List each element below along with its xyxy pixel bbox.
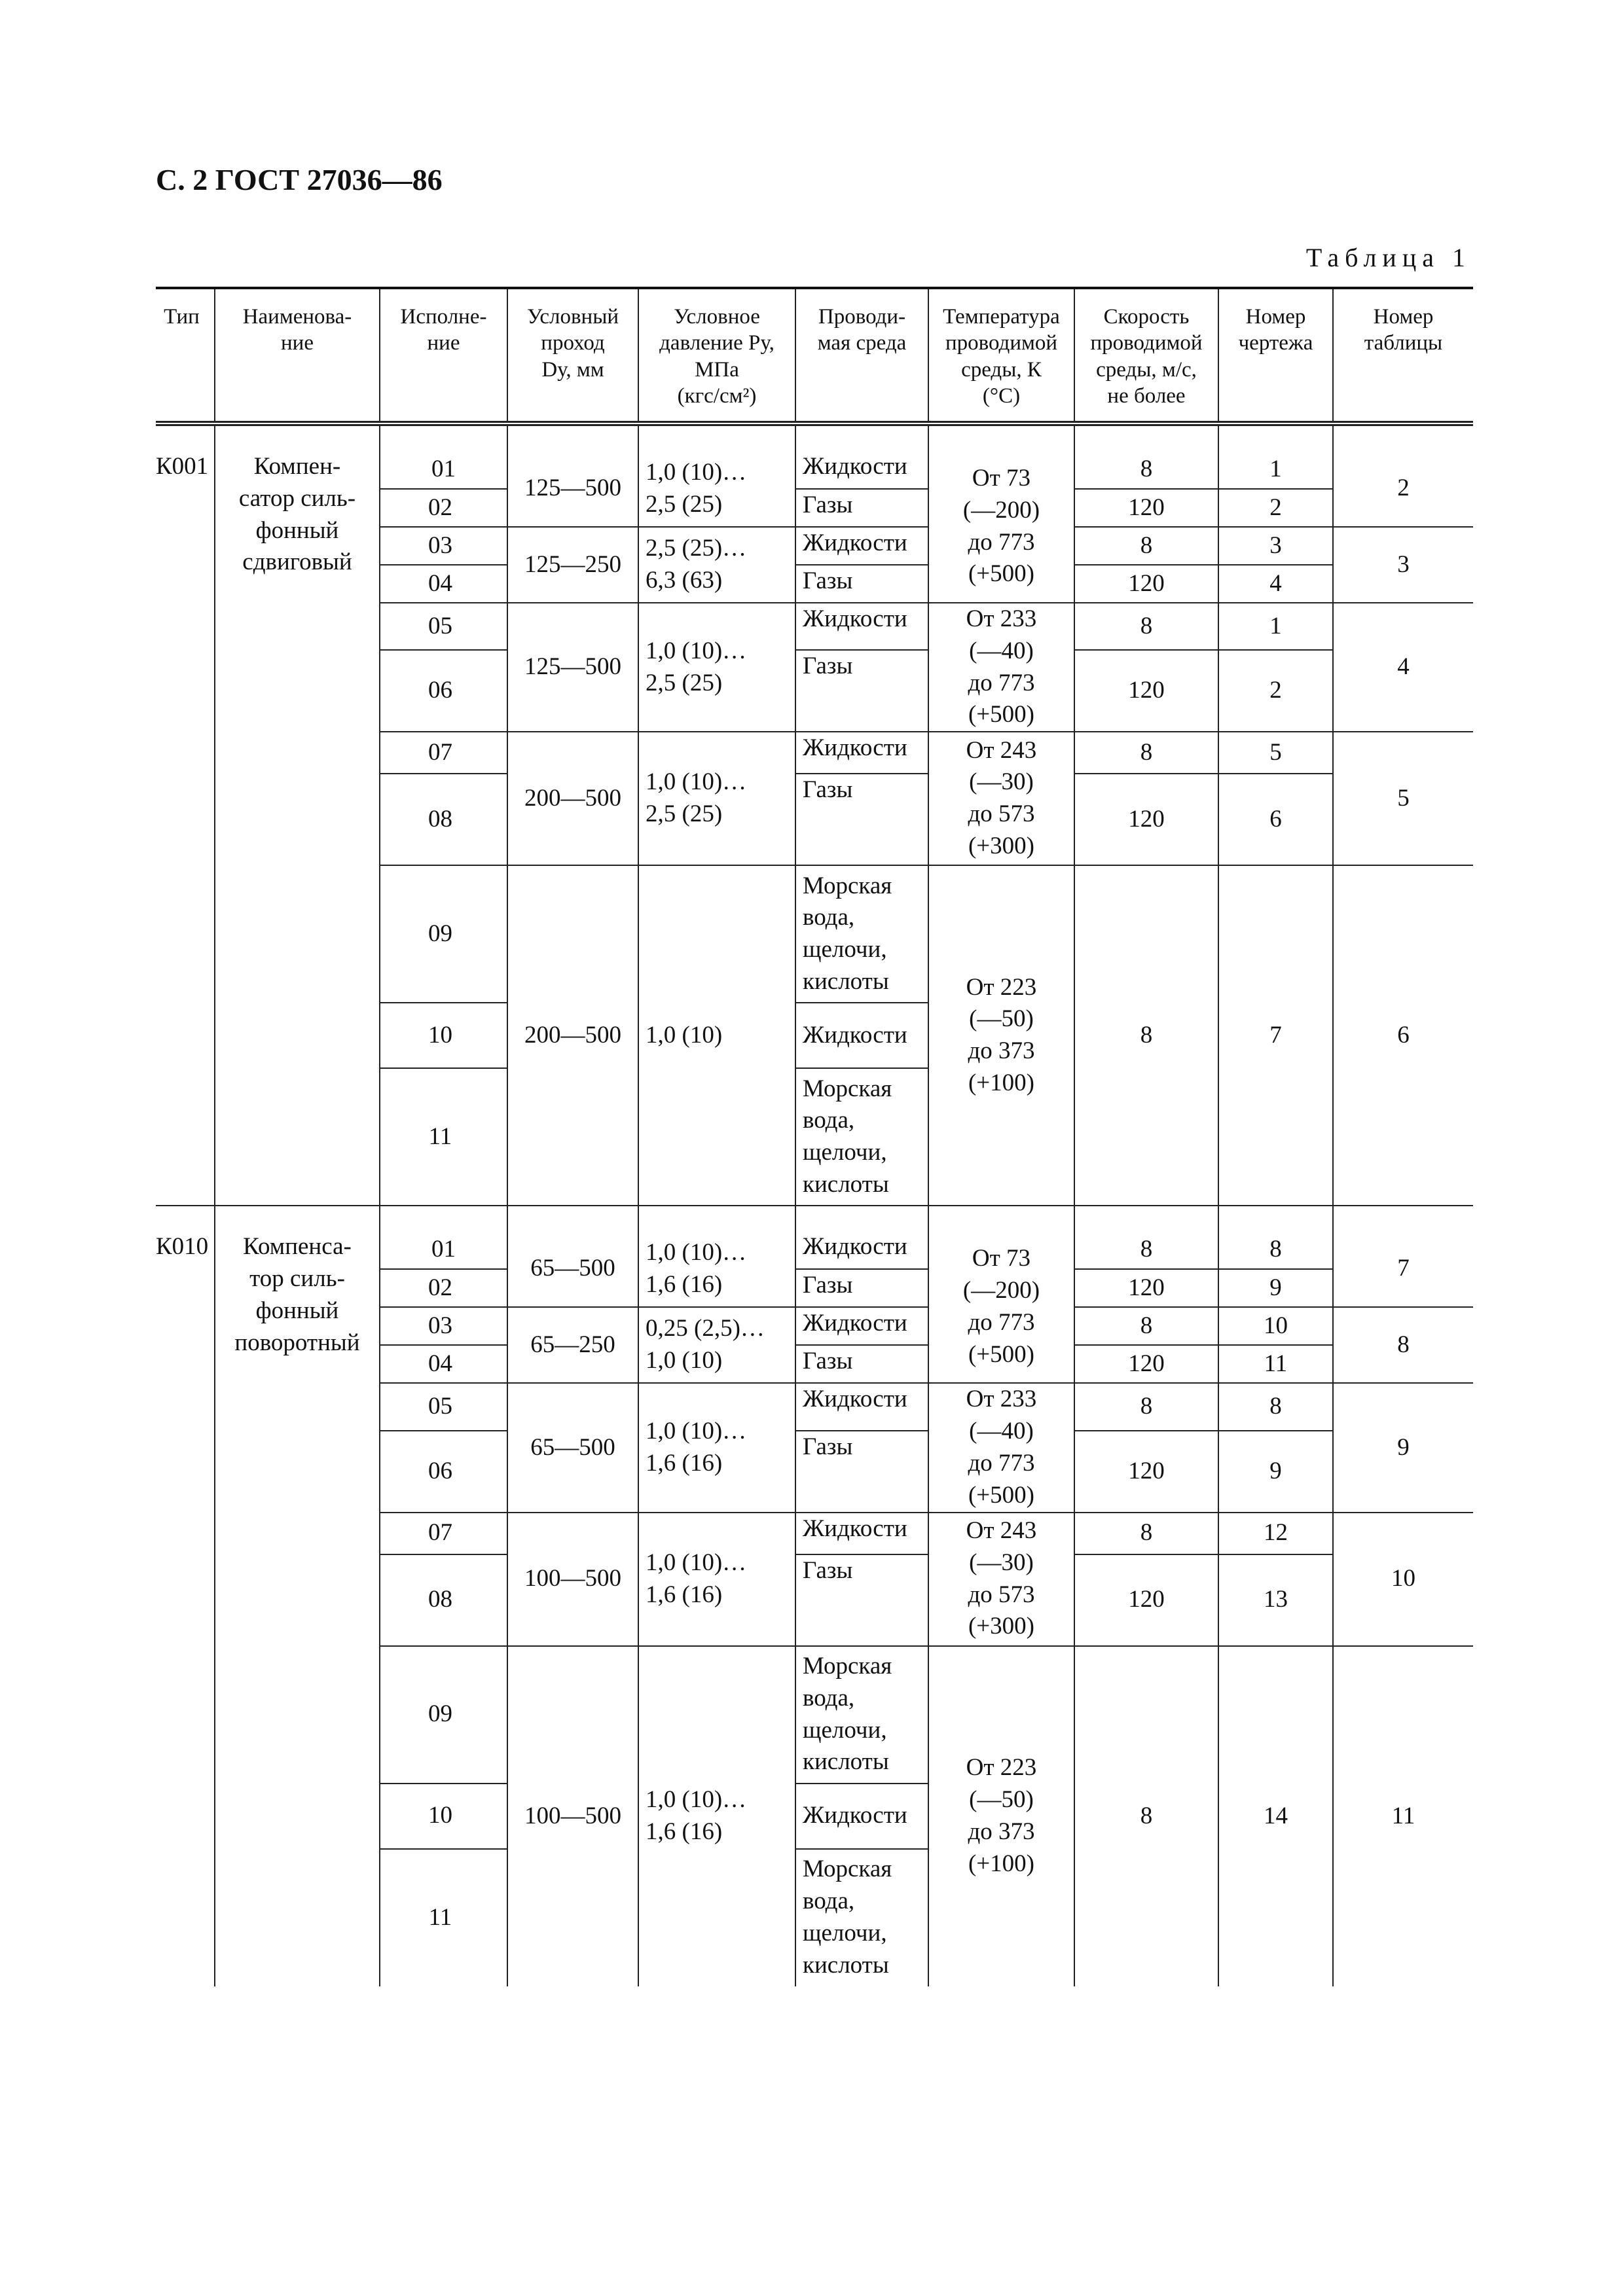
spacer-cell: [1218, 1206, 1333, 1231]
spacer-cell: [1218, 423, 1333, 451]
bore-cell: 100—500: [507, 1513, 638, 1646]
execution-cell: 05: [380, 1383, 507, 1430]
medium-cell: Газы: [795, 489, 928, 527]
drawing-cell: 2: [1218, 489, 1333, 527]
spacer-cell: [156, 1206, 215, 1231]
col-header-name: Наименова- ние: [215, 288, 380, 423]
execution-cell: 08: [380, 774, 507, 865]
temperature-cell: От 233 (—40) до 773 (+500): [928, 603, 1074, 732]
drawing-cell: 8: [1218, 1383, 1333, 1430]
velocity-cell: 8: [1074, 1383, 1218, 1430]
drawing-cell: 1: [1218, 451, 1333, 489]
drawing-cell: 10: [1218, 1307, 1333, 1345]
temperature-cell: От 243 (—30) до 573 (+300): [928, 732, 1074, 865]
spacer-cell: [156, 423, 215, 451]
pressure-cell: 1,0 (10): [638, 865, 795, 1206]
bore-cell: 200—500: [507, 865, 638, 1206]
drawing-cell: 4: [1218, 565, 1333, 603]
medium-cell: Газы: [795, 1269, 928, 1307]
drawing-cell: 14: [1218, 1646, 1333, 1986]
execution-cell: 04: [380, 1345, 507, 1383]
execution-cell: 03: [380, 527, 507, 565]
pressure-cell: 1,0 (10)… 1,6 (16): [638, 1383, 795, 1512]
pressure-cell: 1,0 (10)… 2,5 (25): [638, 451, 795, 527]
spacer-cell: [638, 423, 795, 451]
velocity-cell: 120: [1074, 489, 1218, 527]
spacer-cell: [638, 1206, 795, 1231]
temperature-cell: От 223 (—50) до 373 (+100): [928, 865, 1074, 1206]
pressure-cell: 1,0 (10)… 2,5 (25): [638, 732, 795, 865]
drawing-cell: 8: [1218, 1231, 1333, 1269]
medium-cell: Газы: [795, 565, 928, 603]
velocity-cell: 8: [1074, 603, 1218, 650]
medium-cell: Жидкости: [795, 1003, 928, 1068]
medium-cell: Морская вода, щелочи, кислоты: [795, 1646, 928, 1784]
drawing-cell: 2: [1218, 650, 1333, 732]
execution-cell: 04: [380, 565, 507, 603]
execution-cell: 09: [380, 1646, 507, 1784]
spec-table: [156, 287, 1473, 1986]
velocity-cell: 120: [1074, 1431, 1218, 1513]
table-number-cell: 8: [1333, 1307, 1473, 1383]
drawing-cell: 3: [1218, 527, 1333, 565]
spacer-cell: [507, 423, 638, 451]
medium-cell: Морская вода, щелочи, кислоты: [795, 1068, 928, 1206]
velocity-cell: 120: [1074, 1345, 1218, 1383]
table-number-cell: 10: [1333, 1513, 1473, 1646]
group-spacer: [156, 423, 1473, 451]
execution-cell: 07: [380, 1513, 507, 1554]
temperature-cell: От 73 (—200) до 773 (+500): [928, 1231, 1074, 1383]
table-number-cell: 2: [1333, 451, 1473, 527]
velocity-cell: 8: [1074, 865, 1218, 1206]
bore-cell: 200—500: [507, 732, 638, 865]
pressure-cell: 2,5 (25)… 6,3 (63): [638, 527, 795, 603]
table-caption: Таблица 1: [1305, 243, 1471, 272]
medium-cell: Газы: [795, 1554, 928, 1646]
table-row: [156, 451, 1473, 489]
execution-cell: 10: [380, 1784, 507, 1849]
drawing-cell: 7: [1218, 865, 1333, 1206]
bore-cell: 65—500: [507, 1231, 638, 1307]
table-number-cell: 5: [1333, 732, 1473, 865]
velocity-cell: 8: [1074, 1307, 1218, 1345]
velocity-cell: 8: [1074, 732, 1218, 774]
spacer-cell: [928, 1206, 1074, 1231]
velocity-cell: 120: [1074, 1269, 1218, 1307]
col-header-type: Тип: [156, 288, 215, 423]
name-cell: Компенса- тор силь- фонный поворотный: [215, 1231, 380, 1986]
medium-cell: Жидкости: [795, 732, 928, 774]
velocity-cell: 120: [1074, 1554, 1218, 1646]
drawing-cell: 12: [1218, 1513, 1333, 1554]
spacer-cell: [795, 423, 928, 451]
execution-cell: 11: [380, 1849, 507, 1986]
velocity-cell: 120: [1074, 565, 1218, 603]
velocity-cell: 120: [1074, 774, 1218, 865]
pressure-cell: 1,0 (10)… 1,6 (16): [638, 1231, 795, 1307]
table-number-cell: 6: [1333, 865, 1473, 1206]
medium-cell: Газы: [795, 650, 928, 732]
velocity-cell: 8: [1074, 527, 1218, 565]
velocity-cell: 8: [1074, 1646, 1218, 1986]
velocity-cell: 8: [1074, 1513, 1218, 1554]
col-header-table: Номер таблицы: [1333, 288, 1473, 423]
medium-cell: Жидкости: [795, 451, 928, 489]
table-header-row: [156, 288, 1473, 423]
medium-cell: Жидкости: [795, 1231, 928, 1269]
temperature-cell: От 233 (—40) до 773 (+500): [928, 1383, 1074, 1512]
medium-cell: Газы: [795, 1431, 928, 1513]
bore-cell: 65—250: [507, 1307, 638, 1383]
execution-cell: 11: [380, 1068, 507, 1206]
medium-cell: Жидкости: [795, 527, 928, 565]
execution-cell: 09: [380, 865, 507, 1003]
drawing-cell: 6: [1218, 774, 1333, 865]
spacer-cell: [1333, 1206, 1473, 1231]
bore-cell: 65—500: [507, 1383, 638, 1512]
spacer-cell: [1074, 423, 1218, 451]
table-number-cell: 3: [1333, 527, 1473, 603]
table-number-cell: 11: [1333, 1646, 1473, 1986]
col-header-velocity: Скорость проводимой среды, м/с, не более: [1074, 288, 1218, 423]
table-body: [156, 423, 1473, 1986]
drawing-cell: 5: [1218, 732, 1333, 774]
execution-cell: 08: [380, 1554, 507, 1646]
col-header-drawing: Номер чертежа: [1218, 288, 1333, 423]
spacer-cell: [1074, 1206, 1218, 1231]
execution-cell: 05: [380, 603, 507, 650]
spacer-cell: [795, 1206, 928, 1231]
table-number-cell: 4: [1333, 603, 1473, 732]
bore-cell: 125—250: [507, 527, 638, 603]
spacer-cell: [380, 1206, 507, 1231]
col-header-bore: Условный проход Dу, мм: [507, 288, 638, 423]
pressure-cell: 1,0 (10)… 1,6 (16): [638, 1513, 795, 1646]
col-header-medium: Проводи- мая среда: [795, 288, 928, 423]
bore-cell: 125—500: [507, 451, 638, 527]
spacer-cell: [215, 423, 380, 451]
col-header-temperature: Температура проводимой среды, К (°С): [928, 288, 1074, 423]
velocity-cell: 8: [1074, 451, 1218, 489]
execution-cell: 03: [380, 1307, 507, 1345]
name-cell: Компен- сатор силь- фонный сдвиговый: [215, 451, 380, 1206]
execution-cell: 01: [380, 1231, 507, 1269]
page-title: С. 2 ГОСТ 27036—86: [156, 163, 443, 196]
pressure-cell: 0,25 (2,5)… 1,0 (10): [638, 1307, 795, 1383]
drawing-cell: 13: [1218, 1554, 1333, 1646]
execution-cell: 06: [380, 650, 507, 732]
medium-cell: Морская вода, щелочи, кислоты: [795, 1849, 928, 1986]
velocity-cell: 120: [1074, 650, 1218, 732]
execution-cell: 06: [380, 1431, 507, 1513]
type-cell: К001: [156, 451, 215, 1206]
medium-cell: Жидкости: [795, 603, 928, 650]
bore-cell: 100—500: [507, 1646, 638, 1986]
drawing-cell: 1: [1218, 603, 1333, 650]
drawing-cell: 11: [1218, 1345, 1333, 1383]
type-cell: К010: [156, 1231, 215, 1986]
medium-cell: Морская вода, щелочи, кислоты: [795, 865, 928, 1003]
spacer-cell: [507, 1206, 638, 1231]
table-number-cell: 9: [1333, 1383, 1473, 1512]
spacer-cell: [1333, 423, 1473, 451]
medium-cell: Газы: [795, 1345, 928, 1383]
bore-cell: 125—500: [507, 603, 638, 732]
medium-cell: Жидкости: [795, 1383, 928, 1430]
drawing-cell: 9: [1218, 1269, 1333, 1307]
pressure-cell: 1,0 (10)… 2,5 (25): [638, 603, 795, 732]
pressure-cell: 1,0 (10)… 1,6 (16): [638, 1646, 795, 1986]
temperature-cell: От 223 (—50) до 373 (+100): [928, 1646, 1074, 1986]
drawing-cell: 9: [1218, 1431, 1333, 1513]
table-number-cell: 7: [1333, 1231, 1473, 1307]
spacer-cell: [215, 1206, 380, 1231]
group-spacer: [156, 1206, 1473, 1231]
medium-cell: Жидкости: [795, 1784, 928, 1849]
col-header-execution: Исполне- ние: [380, 288, 507, 423]
medium-cell: Газы: [795, 774, 928, 865]
temperature-cell: От 243 (—30) до 573 (+300): [928, 1513, 1074, 1646]
execution-cell: 02: [380, 489, 507, 527]
spacer-cell: [928, 423, 1074, 451]
execution-cell: 10: [380, 1003, 507, 1068]
spacer-cell: [380, 423, 507, 451]
temperature-cell: От 73 (—200) до 773 (+500): [928, 451, 1074, 603]
execution-cell: 01: [380, 451, 507, 489]
col-header-pressure: Условное давление Pу, МПа (кгс/см²): [638, 288, 795, 423]
execution-cell: 02: [380, 1269, 507, 1307]
table-row: [156, 1231, 1473, 1269]
execution-cell: 07: [380, 732, 507, 774]
medium-cell: Жидкости: [795, 1307, 928, 1345]
medium-cell: Жидкости: [795, 1513, 928, 1554]
velocity-cell: 8: [1074, 1231, 1218, 1269]
